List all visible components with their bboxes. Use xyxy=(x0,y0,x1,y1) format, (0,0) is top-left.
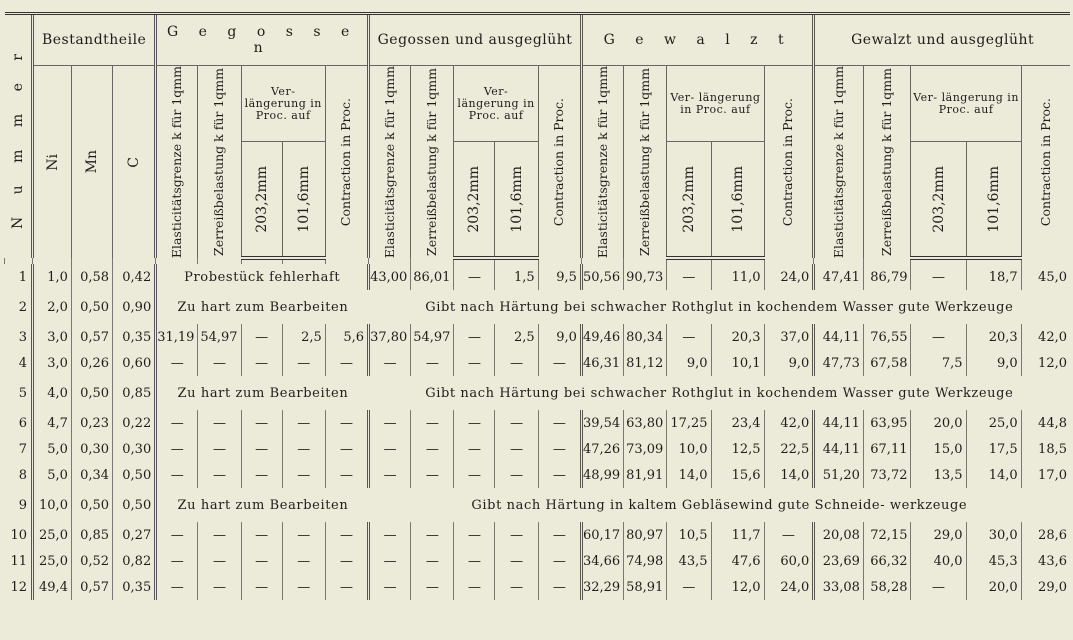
row-number: 5 xyxy=(18,385,28,401)
cell-gegossen: — xyxy=(241,462,282,488)
cell-gegossen: — xyxy=(325,350,368,376)
cell-gegossen: — xyxy=(198,522,241,548)
row-number: 11 xyxy=(10,553,28,569)
row-number: 6 xyxy=(18,415,28,431)
row-number: 7 xyxy=(18,441,28,457)
cell-gegossen-ausgegluht: — xyxy=(454,410,495,436)
cell-gegossen: — xyxy=(325,548,368,574)
cell-gegossen-ausgegluht: — xyxy=(454,264,495,290)
cell-gegossen: — xyxy=(156,350,198,376)
cell-gegossen: — xyxy=(241,522,282,548)
cell-gegossen: — xyxy=(282,350,325,376)
cell-gewalzt-ausgegluht: 63,95 xyxy=(863,410,911,436)
cell-gegossen: — xyxy=(198,410,241,436)
cell-gewalzt-ausgegluht: 13,5 xyxy=(911,462,966,488)
header-contraction: Contraction in Proc. xyxy=(1021,66,1070,259)
note-gegossen: Zu hart zum Bearbeiten xyxy=(156,488,369,522)
cell-gegossen: — xyxy=(241,350,282,376)
cell-gewalzt-ausgegluht: 67,58 xyxy=(863,350,911,376)
header-elasticitaetsgrenze: Elasticitätsgrenze k für 1qmm xyxy=(814,66,864,259)
cell-gewalzt-ausgegluht: 15,0 xyxy=(911,436,966,462)
cell-gewalzt-ausgegluht: 47,73 xyxy=(814,350,864,376)
cell-gewalzt: 50,56 xyxy=(581,264,623,290)
cell-gewalzt-ausgegluht: 29,0 xyxy=(1021,574,1070,600)
cell-gegossen: — xyxy=(282,410,325,436)
header-gegossen-ausgegluht: Gegossen und ausgeglüht xyxy=(369,14,582,66)
cell-gewalzt-ausgegluht: — xyxy=(911,324,966,350)
cell-gegossen-ausgegluht: — xyxy=(538,574,581,600)
cell-mn: 0,58 xyxy=(71,264,112,290)
cell-gegossen: 2,5 xyxy=(282,324,325,350)
cell-gewalzt: 23,4 xyxy=(711,410,764,436)
cell-gewalzt: 10,0 xyxy=(667,436,711,462)
row-number: 12 xyxy=(10,579,28,595)
cell-gegossen-ausgegluht: — xyxy=(454,574,495,600)
row-number: 4 xyxy=(18,355,28,371)
cell-gegossen: — xyxy=(325,574,368,600)
cell-gegossen-ausgegluht: — xyxy=(411,548,454,574)
cell-gegossen-ausgegluht: — xyxy=(369,462,411,488)
cell-c: 0,90 xyxy=(113,290,156,324)
cell-ni: 1,0 xyxy=(33,264,72,290)
cell-gewalzt-ausgegluht: 20,0 xyxy=(966,574,1021,600)
cell-gegossen-ausgegluht: 54,97 xyxy=(411,324,454,350)
header-elasticitaetsgrenze: Elasticitätsgrenze k für 1qmm xyxy=(369,66,411,259)
cell-gewalzt: 47,26 xyxy=(581,436,623,462)
cell-gegossen-ausgegluht: — xyxy=(411,436,454,462)
header-length-203: 203,2mm xyxy=(667,142,711,259)
cell-mn: 0,57 xyxy=(71,574,112,600)
cell-gegossen-ausgegluht: — xyxy=(369,410,411,436)
header-length-203: 203,2mm xyxy=(241,142,282,259)
cell-gewalzt: 14,0 xyxy=(764,462,814,488)
cell-gegossen-ausgegluht: — xyxy=(538,350,581,376)
cell-ni: 25,0 xyxy=(33,522,72,548)
header-verlaengerung: Ver- längerung in Proc. auf xyxy=(667,66,764,142)
cell-gegossen-ausgegluht: — xyxy=(369,574,411,600)
cell-gegossen-ausgegluht: — xyxy=(411,574,454,600)
cell-gegossen: — xyxy=(198,436,241,462)
cell-ni: 5,0 xyxy=(33,436,72,462)
table-row xyxy=(5,522,1071,548)
cell-gewalzt-ausgegluht: — xyxy=(911,574,966,600)
cell-gewalzt-ausgegluht: 76,55 xyxy=(863,324,911,350)
header-length-203: 203,2mm xyxy=(911,142,966,259)
cell-gewalzt: — xyxy=(667,264,711,290)
cell-c: 0,50 xyxy=(113,488,156,522)
cell-gegossen-ausgegluht: — xyxy=(495,350,538,376)
cell-gewalzt-ausgegluht: 42,0 xyxy=(1021,324,1070,350)
cell-gegossen-ausgegluht: — xyxy=(454,350,495,376)
cell-gegossen-ausgegluht: — xyxy=(495,436,538,462)
cell-gewalzt-ausgegluht: 44,11 xyxy=(814,436,864,462)
cell-gewalzt: 11,7 xyxy=(711,522,764,548)
cell-gewalzt: — xyxy=(764,522,814,548)
cell-gewalzt-ausgegluht: 29,0 xyxy=(911,522,966,548)
cell-gewalzt: 17,25 xyxy=(667,410,711,436)
cell-c: 0,42 xyxy=(113,264,156,290)
table-row xyxy=(5,264,1071,290)
cell-gegossen: — xyxy=(156,410,198,436)
cell-gewalzt: 14,0 xyxy=(667,462,711,488)
cell-gewalzt: 90,73 xyxy=(624,264,667,290)
cell-gewalzt: 34,66 xyxy=(581,548,623,574)
cell-gewalzt-ausgegluht: 44,11 xyxy=(814,324,864,350)
cell-gegossen-ausgegluht: 9,0 xyxy=(538,324,581,350)
cell-gegossen: — xyxy=(282,522,325,548)
cell-gegossen-ausgegluht: — xyxy=(369,548,411,574)
cell-gewalzt: 80,34 xyxy=(624,324,667,350)
cell-gewalzt: 12,0 xyxy=(711,574,764,600)
row-number: 1 xyxy=(18,269,28,285)
cell-mn: 0,50 xyxy=(71,488,112,522)
table-row xyxy=(5,324,1071,350)
cell-gewalzt: 60,0 xyxy=(764,548,814,574)
cell-gegossen: — xyxy=(282,436,325,462)
cell-gegossen-ausgegluht: — xyxy=(454,436,495,462)
cell-gegossen: — xyxy=(156,574,198,600)
cell-gegossen-ausgegluht: — xyxy=(411,462,454,488)
cell-gewalzt-ausgegluht: 17,0 xyxy=(1021,462,1070,488)
cell-gewalzt-ausgegluht: 30,0 xyxy=(966,522,1021,548)
table-body xyxy=(5,258,1071,600)
cell-mn: 0,30 xyxy=(71,436,112,462)
cell-gewalzt-ausgegluht: 47,41 xyxy=(814,264,864,290)
cell-gegossen-ausgegluht: — xyxy=(538,548,581,574)
note-gegossen: Zu hart zum Bearbeiten xyxy=(156,376,369,410)
cell-ni: 2,0 xyxy=(33,290,72,324)
steel-properties-table xyxy=(4,12,1070,600)
cell-gewalzt-ausgegluht: 25,0 xyxy=(966,410,1021,436)
cell-gegossen-ausgegluht: 2,5 xyxy=(495,324,538,350)
cell-gegossen: — xyxy=(241,574,282,600)
row-number: 3 xyxy=(18,329,28,345)
cell-gewalzt-ausgegluht: 72,15 xyxy=(863,522,911,548)
table-row xyxy=(5,290,1071,324)
cell-gegossen-ausgegluht: — xyxy=(454,324,495,350)
cell-gewalzt-ausgegluht: 18,7 xyxy=(966,264,1021,290)
header-contraction: Contraction in Proc. xyxy=(325,66,368,259)
cell-gewalzt: 58,91 xyxy=(624,574,667,600)
header-length-101: 101,6mm xyxy=(495,142,538,259)
cell-gewalzt-ausgegluht: 40,0 xyxy=(911,548,966,574)
header-nummer: N u m m e r xyxy=(5,14,33,259)
cell-gegossen-ausgegluht: — xyxy=(538,436,581,462)
table-row xyxy=(5,548,1071,574)
cell-ni: 4,7 xyxy=(33,410,72,436)
cell-gegossen: — xyxy=(325,436,368,462)
cell-gegossen-ausgegluht: — xyxy=(369,350,411,376)
cell-gegossen: — xyxy=(282,548,325,574)
cell-gewalzt-ausgegluht: 86,79 xyxy=(863,264,911,290)
cell-mn: 0,52 xyxy=(71,548,112,574)
cell-gewalzt-ausgegluht: 44,8 xyxy=(1021,410,1070,436)
cell-gewalzt-ausgegluht: 20,0 xyxy=(911,410,966,436)
cell-gewalzt-ausgegluht: 12,0 xyxy=(1021,350,1070,376)
cell-mn: 0,50 xyxy=(71,376,112,410)
cell-ni: 3,0 xyxy=(33,324,72,350)
header-elasticitaetsgrenze: Elasticitätsgrenze k für 1qmm xyxy=(156,66,198,259)
table-header xyxy=(5,14,1071,259)
header-contraction: Contraction in Proc. xyxy=(538,66,581,259)
cell-gewalzt: 24,0 xyxy=(764,574,814,600)
cell-c: 0,22 xyxy=(113,410,156,436)
cell-gewalzt-ausgegluht: 20,08 xyxy=(814,522,864,548)
header-gewalzt-ausgegluht: Gewalzt und ausgeglüht xyxy=(814,14,1070,66)
header-length-203: 203,2mm xyxy=(454,142,495,259)
cell-gewalzt-ausgegluht: 58,28 xyxy=(863,574,911,600)
cell-gegossen: 54,97 xyxy=(198,324,241,350)
cell-gewalzt-ausgegluht: 67,11 xyxy=(863,436,911,462)
cell-gewalzt: 11,0 xyxy=(711,264,764,290)
header-verlaengerung: Ver- längerung in Proc. auf xyxy=(911,66,1021,142)
header-length-101: 101,6mm xyxy=(711,142,764,259)
header-verlaengerung: Ver- längerung in Proc. auf xyxy=(454,66,538,142)
cell-gewalzt: 10,5 xyxy=(667,522,711,548)
cell-gegossen: — xyxy=(198,548,241,574)
note-gegossen: Zu hart zum Bearbeiten xyxy=(156,290,369,324)
cell-c: 0,85 xyxy=(113,376,156,410)
cell-gegossen-ausgegluht: — xyxy=(411,350,454,376)
cell-gegossen: — xyxy=(156,436,198,462)
cell-gegossen: — xyxy=(198,462,241,488)
cell-gewalzt-ausgegluht: 23,69 xyxy=(814,548,864,574)
row-number: 10 xyxy=(10,527,28,543)
header-bestandtheile: Bestandtheile xyxy=(33,14,156,66)
header-verlaengerung: Ver- längerung in Proc. auf xyxy=(241,66,325,142)
header-c: C xyxy=(113,66,156,259)
cell-mn: 0,50 xyxy=(71,290,112,324)
cell-gewalzt: 81,91 xyxy=(624,462,667,488)
cell-gewalzt: 9,0 xyxy=(667,350,711,376)
cell-gewalzt-ausgegluht: 66,32 xyxy=(863,548,911,574)
cell-gewalzt: — xyxy=(667,574,711,600)
header-ni: Ni xyxy=(33,66,72,259)
cell-ni: 5,0 xyxy=(33,462,72,488)
header-zerreissbelastung: Zerreißbelastung k für 1qmm xyxy=(624,66,667,259)
cell-gegossen-ausgegluht: 37,80 xyxy=(369,324,411,350)
cell-ni: 3,0 xyxy=(33,350,72,376)
cell-gewalzt: 37,0 xyxy=(764,324,814,350)
cell-gegossen-ausgegluht: — xyxy=(369,522,411,548)
cell-gegossen-ausgegluht: — xyxy=(538,462,581,488)
cell-gegossen-ausgegluht: — xyxy=(495,462,538,488)
cell-gegossen: — xyxy=(198,350,241,376)
cell-gewalzt: 81,12 xyxy=(624,350,667,376)
table-row xyxy=(5,574,1071,600)
header-zerreissbelastung: Zerreißbelastung k für 1qmm xyxy=(411,66,454,259)
header-zerreissbelastung: Zerreißbelastung k für 1qmm xyxy=(198,66,241,259)
cell-mn: 0,57 xyxy=(71,324,112,350)
cell-gewalzt-ausgegluht: 20,3 xyxy=(966,324,1021,350)
cell-gegossen: — xyxy=(241,548,282,574)
cell-mn: 0,34 xyxy=(71,462,112,488)
header-gegossen: G e g o s s e n xyxy=(156,14,369,66)
cell-ni: 25,0 xyxy=(33,548,72,574)
note-gewalzt: Gibt nach Härtung bei schwacher Rothglut in kochendem Wasser gute Werkzeuge xyxy=(425,299,1014,315)
cell-gewalzt: 10,1 xyxy=(711,350,764,376)
cell-gewalzt-ausgegluht: 45,0 xyxy=(1021,264,1070,290)
cell-gegossen: — xyxy=(241,324,282,350)
cell-gegossen: — xyxy=(241,436,282,462)
cell-c: 0,27 xyxy=(113,522,156,548)
cell-gegossen-ausgegluht: — xyxy=(454,548,495,574)
cell-gewalzt: 20,3 xyxy=(711,324,764,350)
cell-gewalzt: 60,17 xyxy=(581,522,623,548)
cell-mn: 0,26 xyxy=(71,350,112,376)
cell-mn: 0,23 xyxy=(71,410,112,436)
cell-gewalzt: 74,98 xyxy=(624,548,667,574)
cell-gewalzt: 42,0 xyxy=(764,410,814,436)
row-number: 2 xyxy=(18,299,28,315)
cell-gewalzt: 39,54 xyxy=(581,410,623,436)
table-row xyxy=(5,376,1071,410)
cell-gewalzt-ausgegluht: 17,5 xyxy=(966,436,1021,462)
cell-gewalzt-ausgegluht: 14,0 xyxy=(966,462,1021,488)
note-gewalzt: Gibt nach Härtung in kaltem Gebläsewind gute Schneide- werkzeuge xyxy=(471,497,968,513)
cell-gewalzt: 49,46 xyxy=(581,324,623,350)
cell-gegossen: — xyxy=(198,574,241,600)
cell-gegossen-ausgegluht: — xyxy=(495,548,538,574)
cell-gegossen: — xyxy=(282,574,325,600)
cell-c: 0,30 xyxy=(113,436,156,462)
row-number: 9 xyxy=(18,497,28,513)
cell-gewalzt: 32,29 xyxy=(581,574,623,600)
cell-gewalzt-ausgegluht: 7,5 xyxy=(911,350,966,376)
cell-gegossen: — xyxy=(325,410,368,436)
cell-c: 0,82 xyxy=(113,548,156,574)
cell-gegossen: — xyxy=(241,410,282,436)
cell-c: 0,35 xyxy=(113,324,156,350)
note-gegossen: Probestück fehlerhaft xyxy=(156,264,369,290)
cell-gewalzt: 43,5 xyxy=(667,548,711,574)
cell-gewalzt: 80,97 xyxy=(624,522,667,548)
table-row xyxy=(5,436,1071,462)
header-elasticitaetsgrenze: Elasticitätsgrenze k für 1qmm xyxy=(581,66,623,259)
cell-gegossen-ausgegluht: — xyxy=(495,574,538,600)
cell-gewalzt-ausgegluht: 33,08 xyxy=(814,574,864,600)
cell-gegossen-ausgegluht: — xyxy=(538,522,581,548)
note-gewalzt: Gibt nach Härtung bei schwacher Rothglut in kochendem Wasser gute Werkzeuge xyxy=(425,385,1014,401)
cell-c: 0,60 xyxy=(113,350,156,376)
cell-gegossen: — xyxy=(282,462,325,488)
cell-c: 0,35 xyxy=(113,574,156,600)
cell-gegossen-ausgegluht: 86,01 xyxy=(411,264,454,290)
row-number: 8 xyxy=(18,467,28,483)
cell-gegossen-ausgegluht: — xyxy=(411,410,454,436)
cell-gegossen-ausgegluht: — xyxy=(369,436,411,462)
cell-gegossen: 31,19 xyxy=(156,324,198,350)
table-row xyxy=(5,462,1071,488)
cell-gewalzt-ausgegluht: 73,72 xyxy=(863,462,911,488)
header-length-101: 101,6mm xyxy=(282,142,325,259)
header-zerreissbelastung: Zerreißbelastung k für 1qmm xyxy=(863,66,911,259)
cell-ni: 4,0 xyxy=(33,376,72,410)
cell-gewalzt: 73,09 xyxy=(624,436,667,462)
cell-gewalzt-ausgegluht: 18,5 xyxy=(1021,436,1070,462)
table-row xyxy=(5,410,1071,436)
cell-gegossen: — xyxy=(325,522,368,548)
cell-ni: 49,4 xyxy=(33,574,72,600)
cell-mn: 0,85 xyxy=(71,522,112,548)
cell-gegossen: — xyxy=(325,462,368,488)
header-gewalzt: G e w a l z t xyxy=(581,14,813,66)
cell-gegossen-ausgegluht: — xyxy=(454,522,495,548)
cell-gegossen: 5,6 xyxy=(325,324,368,350)
cell-gegossen-ausgegluht: 1,5 xyxy=(495,264,538,290)
table-row xyxy=(5,488,1071,522)
cell-gegossen-ausgegluht: — xyxy=(495,410,538,436)
cell-gegossen: — xyxy=(156,522,198,548)
cell-gewalzt: 15,6 xyxy=(711,462,764,488)
header-length-101: 101,6mm xyxy=(966,142,1021,259)
cell-gewalzt-ausgegluht: 9,0 xyxy=(966,350,1021,376)
table-row xyxy=(5,350,1071,376)
cell-gewalzt-ausgegluht: 45,3 xyxy=(966,548,1021,574)
cell-gewalzt: — xyxy=(667,324,711,350)
cell-gegossen-ausgegluht: — xyxy=(495,522,538,548)
cell-gewalzt-ausgegluht: 43,6 xyxy=(1021,548,1070,574)
cell-gegossen: — xyxy=(156,548,198,574)
cell-gewalzt-ausgegluht: 51,20 xyxy=(814,462,864,488)
cell-gewalzt-ausgegluht: 44,11 xyxy=(814,410,864,436)
cell-gewalzt: 46,31 xyxy=(581,350,623,376)
cell-ni: 10,0 xyxy=(33,488,72,522)
cell-gewalzt: 48,99 xyxy=(581,462,623,488)
cell-gewalzt-ausgegluht: 28,6 xyxy=(1021,522,1070,548)
cell-gegossen-ausgegluht: 9,5 xyxy=(538,264,581,290)
cell-gegossen-ausgegluht: — xyxy=(538,410,581,436)
header-mn: Mn xyxy=(71,66,112,259)
cell-gewalzt-ausgegluht: — xyxy=(911,264,966,290)
cell-gegossen-ausgegluht: — xyxy=(411,522,454,548)
cell-gewalzt: 24,0 xyxy=(764,264,814,290)
cell-gewalzt: 63,80 xyxy=(624,410,667,436)
cell-c: 0,50 xyxy=(113,462,156,488)
cell-gewalzt: 12,5 xyxy=(711,436,764,462)
cell-gewalzt: 47,6 xyxy=(711,548,764,574)
header-contraction: Contraction in Proc. xyxy=(764,66,814,259)
cell-gewalzt: 22,5 xyxy=(764,436,814,462)
cell-gewalzt: 9,0 xyxy=(764,350,814,376)
cell-gegossen: — xyxy=(156,462,198,488)
cell-gegossen-ausgegluht: — xyxy=(454,462,495,488)
cell-gegossen-ausgegluht: 43,00 xyxy=(369,264,411,290)
